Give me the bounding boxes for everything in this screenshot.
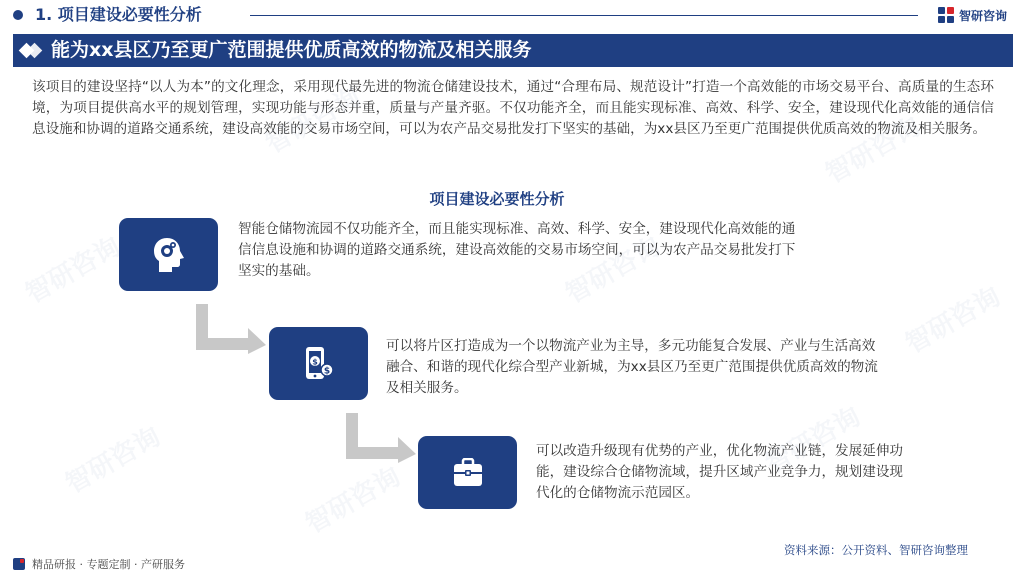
watermark	[898, 276, 1007, 360]
step-2-icon-box	[269, 327, 368, 400]
banner-title: 能为xx县区乃至更广范围提供优质高效的物流及相关服务	[51, 39, 532, 61]
head-gears-icon	[152, 236, 186, 274]
arrow-connector-2	[340, 413, 416, 463]
footer-logo-icon	[13, 558, 25, 570]
section-title: 1. 项目建设必要性分析	[35, 5, 202, 24]
analysis-title: 项目建设必要性分析	[429, 190, 565, 208]
briefcase-icon	[452, 458, 484, 488]
title-banner	[13, 34, 1013, 67]
footer-tagline: 精品研报 · 专题定制 · 产研服务	[32, 558, 185, 571]
brand-logo-icon	[938, 7, 954, 23]
step-3-text: 可以改造升级现有优势的产业，优化物流产业链，发展延伸功能，建设综合仓储物流域，提升区域产业竞争力，规划建设现代化的仓储物流示范园区。	[536, 443, 904, 501]
source-note: 资料来源：公开资料、智研咨询整理	[784, 543, 968, 557]
intro-paragraph: 该项目的建设坚持“以人为本”的文化理念，采用现代最先进的物流仓储建设技术，通过“合理布局、规范设计”打造一个高效能的市场交易平台、高质量的生态环境，为项目提供高水平的规划管理，实现功能与形态并重，质量与产量齐驱。不仅功能齐全，而且能实现标准、高效、科学、安全，建设现代化高效能的通信信息设施和协调的道路交通系统，建设高效能的交易市场空间，可以为农产品交易批发打下坚实的基础，为xx县区乃至更广范围提供优质高效的物流及相关服务。	[32, 79, 994, 137]
section-bullet-icon	[13, 10, 23, 20]
step-2-text: 可以将片区打造成为一个以物流产业为主导，多元功能复合发展、产业与生活高效融合、和谐的现代化综合型产业新城，为xx县区乃至更广范围提供优质高效的物流及相关服务。	[386, 338, 878, 396]
header-divider	[250, 15, 918, 16]
svg-text:$: $	[311, 357, 318, 366]
step-1-text: 智能仓储物流园不仅功能齐全，而且能实现标准、高效、科学、安全，建设现代化高效能的通信信息设施和协调的道路交通系统，建设高效能的交易市场空间，可以为农产品交易批发打下坚实的基础。	[238, 221, 796, 279]
top-header	[0, 0, 1025, 30]
mobile-money-icon	[304, 346, 334, 382]
step-1-icon-box	[119, 218, 218, 291]
diamond-icon	[21, 44, 43, 58]
watermark	[18, 226, 127, 310]
arrow-connector-1	[190, 304, 266, 354]
brand-name: 智研咨询	[959, 8, 1008, 23]
watermark	[58, 416, 167, 500]
brand	[938, 5, 1007, 25]
svg-text:$: $	[323, 366, 330, 376]
watermark	[298, 456, 407, 540]
step-3-icon-box	[418, 436, 517, 509]
footer-tagline-group	[13, 555, 185, 573]
